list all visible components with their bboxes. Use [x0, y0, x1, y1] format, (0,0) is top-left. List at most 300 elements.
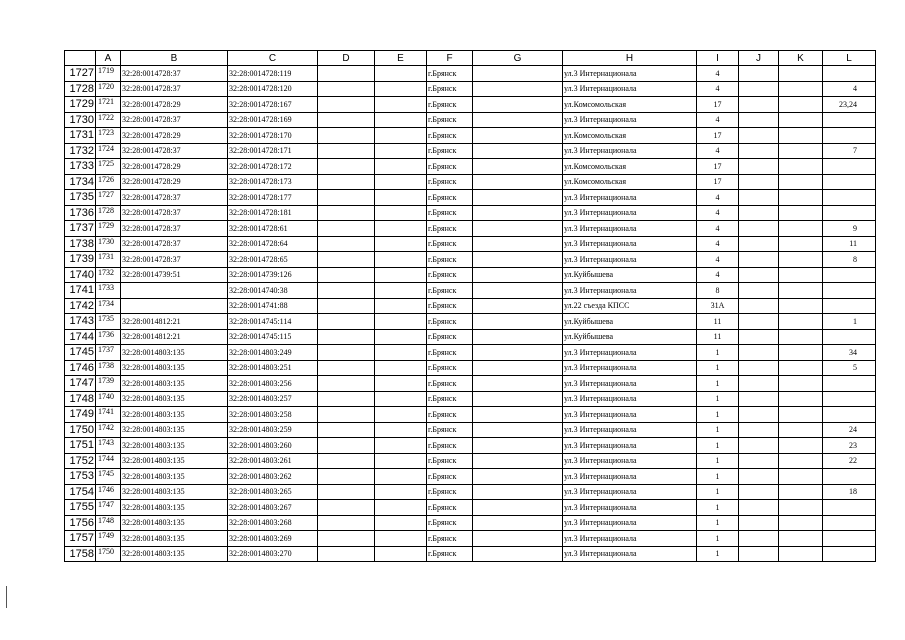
cell-g[interactable] — [473, 112, 563, 128]
cell-k[interactable] — [779, 66, 823, 82]
cell-k[interactable] — [779, 236, 823, 252]
cell-k[interactable] — [779, 531, 823, 547]
cell-e[interactable] — [375, 128, 427, 144]
cell-g[interactable] — [473, 531, 563, 547]
cell-e[interactable] — [375, 422, 427, 438]
cell-j[interactable] — [739, 159, 779, 175]
row-number[interactable]: 1733 — [65, 159, 96, 175]
cell-c[interactable]: 32:28:0014728:120 — [228, 81, 318, 97]
cell-d[interactable] — [318, 97, 375, 113]
cell-k[interactable] — [779, 360, 823, 376]
cell-i[interactable]: 4 — [697, 267, 739, 283]
cell-c[interactable]: 32:28:0014741:88 — [228, 298, 318, 314]
cell-h[interactable]: ул.3 Интернационала — [563, 143, 697, 159]
cell-a[interactable]: 1726 — [96, 174, 121, 190]
cell-l[interactable] — [823, 174, 876, 190]
row-number[interactable]: 1750 — [65, 422, 96, 438]
cell-f[interactable]: г.Брянск — [427, 376, 473, 392]
cell-k[interactable] — [779, 112, 823, 128]
cell-l[interactable]: 7 — [823, 143, 876, 159]
cell-b[interactable]: 32:28:0014803:135 — [121, 484, 228, 500]
cell-a[interactable]: 1742 — [96, 422, 121, 438]
column-header-d[interactable]: D — [318, 51, 375, 66]
cell-a[interactable]: 1725 — [96, 159, 121, 175]
cell-a[interactable]: 1741 — [96, 407, 121, 423]
cell-i[interactable]: 1 — [697, 546, 739, 562]
cell-j[interactable] — [739, 112, 779, 128]
cell-e[interactable] — [375, 500, 427, 516]
cell-b[interactable]: 32:28:0014803:135 — [121, 469, 228, 485]
cell-k[interactable] — [779, 252, 823, 268]
cell-g[interactable] — [473, 453, 563, 469]
cell-b[interactable]: 32:28:0014803:135 — [121, 407, 228, 423]
cell-d[interactable] — [318, 252, 375, 268]
cell-h[interactable]: ул.Куйбышева — [563, 267, 697, 283]
cell-b[interactable]: 32:28:0014728:37 — [121, 236, 228, 252]
cell-h[interactable]: ул.3 Интернационала — [563, 205, 697, 221]
cell-l[interactable] — [823, 407, 876, 423]
cell-c[interactable]: 32:28:0014803:260 — [228, 438, 318, 454]
cell-f[interactable]: г.Брянск — [427, 128, 473, 144]
cell-a[interactable]: 1740 — [96, 391, 121, 407]
cell-c[interactable]: 32:28:0014728:65 — [228, 252, 318, 268]
cell-g[interactable] — [473, 81, 563, 97]
column-header-l[interactable]: L — [823, 51, 876, 66]
column-header-i[interactable]: I — [697, 51, 739, 66]
cell-c[interactable]: 32:28:0014740:38 — [228, 283, 318, 299]
cell-a[interactable]: 1746 — [96, 484, 121, 500]
cell-e[interactable] — [375, 531, 427, 547]
cell-l[interactable] — [823, 515, 876, 531]
cell-a[interactable]: 1739 — [96, 376, 121, 392]
cell-b[interactable]: 32:28:0014803:135 — [121, 376, 228, 392]
cell-f[interactable]: г.Брянск — [427, 267, 473, 283]
cell-h[interactable]: ул.3 Интернационала — [563, 407, 697, 423]
cell-d[interactable] — [318, 298, 375, 314]
cell-k[interactable] — [779, 159, 823, 175]
cell-h[interactable]: ул.3 Интернационала — [563, 236, 697, 252]
cell-k[interactable] — [779, 143, 823, 159]
column-header-b[interactable]: B — [121, 51, 228, 66]
cell-a[interactable]: 1731 — [96, 252, 121, 268]
cell-i[interactable]: 17 — [697, 97, 739, 113]
cell-l[interactable]: 4 — [823, 81, 876, 97]
cell-b[interactable]: 32:28:0014728:29 — [121, 97, 228, 113]
cell-c[interactable]: 32:28:0014728:171 — [228, 143, 318, 159]
cell-g[interactable] — [473, 128, 563, 144]
cell-f[interactable]: г.Брянск — [427, 66, 473, 82]
row-number[interactable]: 1737 — [65, 221, 96, 237]
cell-g[interactable] — [473, 298, 563, 314]
cell-i[interactable]: 1 — [697, 345, 739, 361]
cell-g[interactable] — [473, 252, 563, 268]
cell-d[interactable] — [318, 81, 375, 97]
cell-d[interactable] — [318, 267, 375, 283]
row-number[interactable]: 1729 — [65, 97, 96, 113]
cell-d[interactable] — [318, 345, 375, 361]
cell-i[interactable]: 11 — [697, 314, 739, 330]
row-number[interactable]: 1738 — [65, 236, 96, 252]
cell-b[interactable]: 32:28:0014728:37 — [121, 81, 228, 97]
cell-i[interactable]: 4 — [697, 236, 739, 252]
cell-f[interactable]: г.Брянск — [427, 407, 473, 423]
column-header-e[interactable]: E — [375, 51, 427, 66]
cell-e[interactable] — [375, 453, 427, 469]
cell-h[interactable]: ул.3 Интернационала — [563, 438, 697, 454]
row-number[interactable]: 1743 — [65, 314, 96, 330]
cell-j[interactable] — [739, 236, 779, 252]
cell-i[interactable]: 17 — [697, 174, 739, 190]
cell-e[interactable] — [375, 205, 427, 221]
cell-e[interactable] — [375, 190, 427, 206]
cell-d[interactable] — [318, 143, 375, 159]
cell-d[interactable] — [318, 376, 375, 392]
cell-j[interactable] — [739, 469, 779, 485]
cell-k[interactable] — [779, 283, 823, 299]
cell-i[interactable]: 1 — [697, 469, 739, 485]
cell-f[interactable]: г.Брянск — [427, 453, 473, 469]
cell-f[interactable]: г.Брянск — [427, 205, 473, 221]
cell-c[interactable]: 32:28:0014803:251 — [228, 360, 318, 376]
cell-c[interactable]: 32:28:0014803:269 — [228, 531, 318, 547]
cell-f[interactable]: г.Брянск — [427, 174, 473, 190]
cell-k[interactable] — [779, 407, 823, 423]
cell-h[interactable]: ул.3 Интернационала — [563, 391, 697, 407]
cell-j[interactable] — [739, 128, 779, 144]
cell-i[interactable]: 8 — [697, 283, 739, 299]
row-number[interactable]: 1740 — [65, 267, 96, 283]
row-number[interactable]: 1741 — [65, 283, 96, 299]
cell-f[interactable]: г.Брянск — [427, 298, 473, 314]
row-number[interactable]: 1734 — [65, 174, 96, 190]
cell-l[interactable] — [823, 112, 876, 128]
cell-f[interactable]: г.Брянск — [427, 236, 473, 252]
cell-i[interactable]: 1 — [697, 407, 739, 423]
cell-d[interactable] — [318, 453, 375, 469]
cell-c[interactable]: 32:28:0014728:61 — [228, 221, 318, 237]
row-number[interactable]: 1757 — [65, 531, 96, 547]
row-number[interactable]: 1749 — [65, 407, 96, 423]
cell-c[interactable]: 32:28:0014803:267 — [228, 500, 318, 516]
cell-a[interactable]: 1727 — [96, 190, 121, 206]
row-number[interactable]: 1744 — [65, 329, 96, 345]
cell-b[interactable]: 32:28:0014812:21 — [121, 314, 228, 330]
cell-b[interactable]: 32:28:0014803:135 — [121, 515, 228, 531]
cell-k[interactable] — [779, 97, 823, 113]
cell-e[interactable] — [375, 66, 427, 82]
cell-e[interactable] — [375, 407, 427, 423]
row-number[interactable]: 1755 — [65, 500, 96, 516]
cell-e[interactable] — [375, 252, 427, 268]
cell-j[interactable] — [739, 546, 779, 562]
cell-g[interactable] — [473, 376, 563, 392]
cell-k[interactable] — [779, 515, 823, 531]
cell-h[interactable]: ул.3 Интернационала — [563, 66, 697, 82]
cell-b[interactable]: 32:28:0014728:29 — [121, 174, 228, 190]
cell-a[interactable]: 1736 — [96, 329, 121, 345]
cell-f[interactable]: г.Брянск — [427, 159, 473, 175]
cell-i[interactable]: 11 — [697, 329, 739, 345]
cell-j[interactable] — [739, 329, 779, 345]
cell-i[interactable]: 17 — [697, 128, 739, 144]
cell-e[interactable] — [375, 283, 427, 299]
cell-f[interactable]: г.Брянск — [427, 143, 473, 159]
cell-c[interactable]: 32:28:0014745:114 — [228, 314, 318, 330]
cell-h[interactable]: ул.3 Интернационала — [563, 112, 697, 128]
cell-b[interactable]: 32:28:0014803:135 — [121, 546, 228, 562]
cell-b[interactable]: 32:28:0014803:135 — [121, 531, 228, 547]
cell-k[interactable] — [779, 376, 823, 392]
cell-h[interactable]: ул.3 Интернационала — [563, 221, 697, 237]
cell-j[interactable] — [739, 190, 779, 206]
cell-k[interactable] — [779, 422, 823, 438]
row-number[interactable]: 1751 — [65, 438, 96, 454]
cell-k[interactable] — [779, 500, 823, 516]
column-header-a[interactable]: A — [96, 51, 121, 66]
cell-k[interactable] — [779, 329, 823, 345]
cell-k[interactable] — [779, 469, 823, 485]
cell-e[interactable] — [375, 298, 427, 314]
cell-d[interactable] — [318, 112, 375, 128]
cell-l[interactable]: 18 — [823, 484, 876, 500]
cell-g[interactable] — [473, 407, 563, 423]
cell-h[interactable]: ул.Куйбышева — [563, 329, 697, 345]
cell-a[interactable]: 1724 — [96, 143, 121, 159]
cell-h[interactable]: ул.3 Интернационала — [563, 469, 697, 485]
cell-g[interactable] — [473, 143, 563, 159]
cell-i[interactable]: 4 — [697, 252, 739, 268]
cell-l[interactable] — [823, 159, 876, 175]
cell-k[interactable] — [779, 484, 823, 500]
row-number[interactable]: 1735 — [65, 190, 96, 206]
cell-e[interactable] — [375, 329, 427, 345]
cell-c[interactable]: 32:28:0014728:64 — [228, 236, 318, 252]
cell-b[interactable] — [121, 283, 228, 299]
cell-a[interactable]: 1721 — [96, 97, 121, 113]
cell-f[interactable]: г.Брянск — [427, 314, 473, 330]
cell-h[interactable]: ул.Куйбышева — [563, 314, 697, 330]
cell-j[interactable] — [739, 314, 779, 330]
cell-g[interactable] — [473, 221, 563, 237]
cell-c[interactable]: 32:28:0014803:270 — [228, 546, 318, 562]
cell-j[interactable] — [739, 453, 779, 469]
cell-f[interactable]: г.Брянск — [427, 484, 473, 500]
cell-d[interactable] — [318, 407, 375, 423]
row-number[interactable]: 1748 — [65, 391, 96, 407]
cell-a[interactable]: 1748 — [96, 515, 121, 531]
cell-l[interactable] — [823, 283, 876, 299]
cell-l[interactable] — [823, 546, 876, 562]
cell-b[interactable]: 32:28:0014812:21 — [121, 329, 228, 345]
cell-l[interactable] — [823, 329, 876, 345]
cell-g[interactable] — [473, 438, 563, 454]
cell-a[interactable]: 1749 — [96, 531, 121, 547]
cell-j[interactable] — [739, 391, 779, 407]
cell-j[interactable] — [739, 376, 779, 392]
cell-h[interactable]: ул.3 Интернационала — [563, 453, 697, 469]
cell-g[interactable] — [473, 469, 563, 485]
cell-i[interactable]: 1 — [697, 515, 739, 531]
cell-k[interactable] — [779, 453, 823, 469]
cell-h[interactable]: ул.3 Интернационала — [563, 515, 697, 531]
cell-a[interactable]: 1745 — [96, 469, 121, 485]
cell-i[interactable]: 31А — [697, 298, 739, 314]
cell-k[interactable] — [779, 190, 823, 206]
cell-a[interactable]: 1722 — [96, 112, 121, 128]
cell-a[interactable]: 1747 — [96, 500, 121, 516]
cell-c[interactable]: 32:28:0014728:177 — [228, 190, 318, 206]
cell-l[interactable] — [823, 469, 876, 485]
cell-e[interactable] — [375, 159, 427, 175]
row-number[interactable]: 1753 — [65, 469, 96, 485]
cell-j[interactable] — [739, 500, 779, 516]
cell-f[interactable]: г.Брянск — [427, 97, 473, 113]
cell-h[interactable]: ул.22 съезда КПСС — [563, 298, 697, 314]
cell-c[interactable]: 32:28:0014803:259 — [228, 422, 318, 438]
cell-h[interactable]: ул.3 Интернационала — [563, 546, 697, 562]
cell-h[interactable]: ул.3 Интернационала — [563, 81, 697, 97]
cell-h[interactable]: ул.3 Интернационала — [563, 484, 697, 500]
cell-b[interactable]: 32:28:0014728:37 — [121, 66, 228, 82]
cell-f[interactable]: г.Брянск — [427, 81, 473, 97]
cell-j[interactable] — [739, 283, 779, 299]
column-header-j[interactable]: J — [739, 51, 779, 66]
cell-j[interactable] — [739, 407, 779, 423]
cell-h[interactable]: ул.3 Интернационала — [563, 531, 697, 547]
cell-h[interactable]: ул.3 Интернационала — [563, 360, 697, 376]
cell-i[interactable]: 1 — [697, 422, 739, 438]
cell-h[interactable]: ул.3 Интернационала — [563, 376, 697, 392]
cell-l[interactable] — [823, 391, 876, 407]
cell-c[interactable]: 32:28:0014803:268 — [228, 515, 318, 531]
cell-l[interactable] — [823, 298, 876, 314]
cell-b[interactable]: 32:28:0014728:37 — [121, 143, 228, 159]
cell-f[interactable]: г.Брянск — [427, 360, 473, 376]
cell-a[interactable]: 1735 — [96, 314, 121, 330]
cell-f[interactable]: г.Брянск — [427, 329, 473, 345]
cell-h[interactable]: ул.3 Интернационала — [563, 283, 697, 299]
cell-f[interactable]: г.Брянск — [427, 469, 473, 485]
cell-e[interactable] — [375, 515, 427, 531]
cell-l[interactable] — [823, 267, 876, 283]
cell-c[interactable]: 32:28:0014803:257 — [228, 391, 318, 407]
cell-g[interactable] — [473, 546, 563, 562]
cell-l[interactable]: 1 — [823, 314, 876, 330]
row-number[interactable]: 1732 — [65, 143, 96, 159]
cell-g[interactable] — [473, 205, 563, 221]
cell-e[interactable] — [375, 81, 427, 97]
row-number[interactable]: 1746 — [65, 360, 96, 376]
row-number[interactable]: 1754 — [65, 484, 96, 500]
cell-f[interactable]: г.Брянск — [427, 422, 473, 438]
cell-d[interactable] — [318, 159, 375, 175]
row-number[interactable]: 1730 — [65, 112, 96, 128]
cell-d[interactable] — [318, 500, 375, 516]
cell-l[interactable]: 24 — [823, 422, 876, 438]
cell-j[interactable] — [739, 422, 779, 438]
cell-l[interactable] — [823, 500, 876, 516]
cell-j[interactable] — [739, 81, 779, 97]
cell-f[interactable]: г.Брянск — [427, 391, 473, 407]
cell-g[interactable] — [473, 314, 563, 330]
row-number[interactable]: 1742 — [65, 298, 96, 314]
cell-e[interactable] — [375, 221, 427, 237]
row-number[interactable]: 1756 — [65, 515, 96, 531]
cell-c[interactable]: 32:28:0014745:115 — [228, 329, 318, 345]
cell-j[interactable] — [739, 205, 779, 221]
cell-c[interactable]: 32:28:0014728:167 — [228, 97, 318, 113]
row-number[interactable]: 1736 — [65, 205, 96, 221]
cell-l[interactable] — [823, 205, 876, 221]
cell-k[interactable] — [779, 174, 823, 190]
cell-b[interactable]: 32:28:0014803:135 — [121, 453, 228, 469]
cell-l[interactable]: 22 — [823, 453, 876, 469]
cell-d[interactable] — [318, 66, 375, 82]
cell-i[interactable]: 4 — [697, 190, 739, 206]
cell-d[interactable] — [318, 422, 375, 438]
cell-a[interactable]: 1732 — [96, 267, 121, 283]
cell-j[interactable] — [739, 267, 779, 283]
cell-e[interactable] — [375, 174, 427, 190]
cell-e[interactable] — [375, 267, 427, 283]
cell-f[interactable]: г.Брянск — [427, 283, 473, 299]
cell-e[interactable] — [375, 143, 427, 159]
cell-g[interactable] — [473, 236, 563, 252]
cell-a[interactable]: 1720 — [96, 81, 121, 97]
cell-c[interactable]: 32:28:0014803:261 — [228, 453, 318, 469]
cell-b[interactable]: 32:28:0014803:135 — [121, 360, 228, 376]
cell-g[interactable] — [473, 345, 563, 361]
cell-f[interactable]: г.Брянск — [427, 531, 473, 547]
cell-g[interactable] — [473, 66, 563, 82]
cell-i[interactable]: 4 — [697, 221, 739, 237]
cell-f[interactable]: г.Брянск — [427, 515, 473, 531]
cell-e[interactable] — [375, 376, 427, 392]
cell-l[interactable]: 11 — [823, 236, 876, 252]
cell-b[interactable]: 32:28:0014803:135 — [121, 422, 228, 438]
cell-h[interactable]: ул.Комсомольская — [563, 174, 697, 190]
cell-h[interactable]: ул.Комсомольская — [563, 97, 697, 113]
cell-j[interactable] — [739, 97, 779, 113]
cell-i[interactable]: 1 — [697, 531, 739, 547]
row-number[interactable]: 1745 — [65, 345, 96, 361]
cell-h[interactable]: ул.3 Интернационала — [563, 422, 697, 438]
cell-c[interactable]: 32:28:0014803:258 — [228, 407, 318, 423]
cell-d[interactable] — [318, 360, 375, 376]
row-number[interactable]: 1758 — [65, 546, 96, 562]
cell-g[interactable] — [473, 190, 563, 206]
cell-l[interactable] — [823, 531, 876, 547]
row-number[interactable]: 1727 — [65, 66, 96, 82]
cell-e[interactable] — [375, 546, 427, 562]
cell-e[interactable] — [375, 345, 427, 361]
cell-g[interactable] — [473, 97, 563, 113]
cell-e[interactable] — [375, 314, 427, 330]
cell-g[interactable] — [473, 360, 563, 376]
cell-k[interactable] — [779, 267, 823, 283]
cell-g[interactable] — [473, 174, 563, 190]
cell-a[interactable]: 1730 — [96, 236, 121, 252]
cell-d[interactable] — [318, 438, 375, 454]
cell-f[interactable]: г.Брянск — [427, 221, 473, 237]
cell-j[interactable] — [739, 252, 779, 268]
cell-g[interactable] — [473, 500, 563, 516]
cell-l[interactable] — [823, 128, 876, 144]
cell-j[interactable] — [739, 345, 779, 361]
cell-j[interactable] — [739, 143, 779, 159]
cell-g[interactable] — [473, 391, 563, 407]
cell-b[interactable]: 32:28:0014803:135 — [121, 438, 228, 454]
